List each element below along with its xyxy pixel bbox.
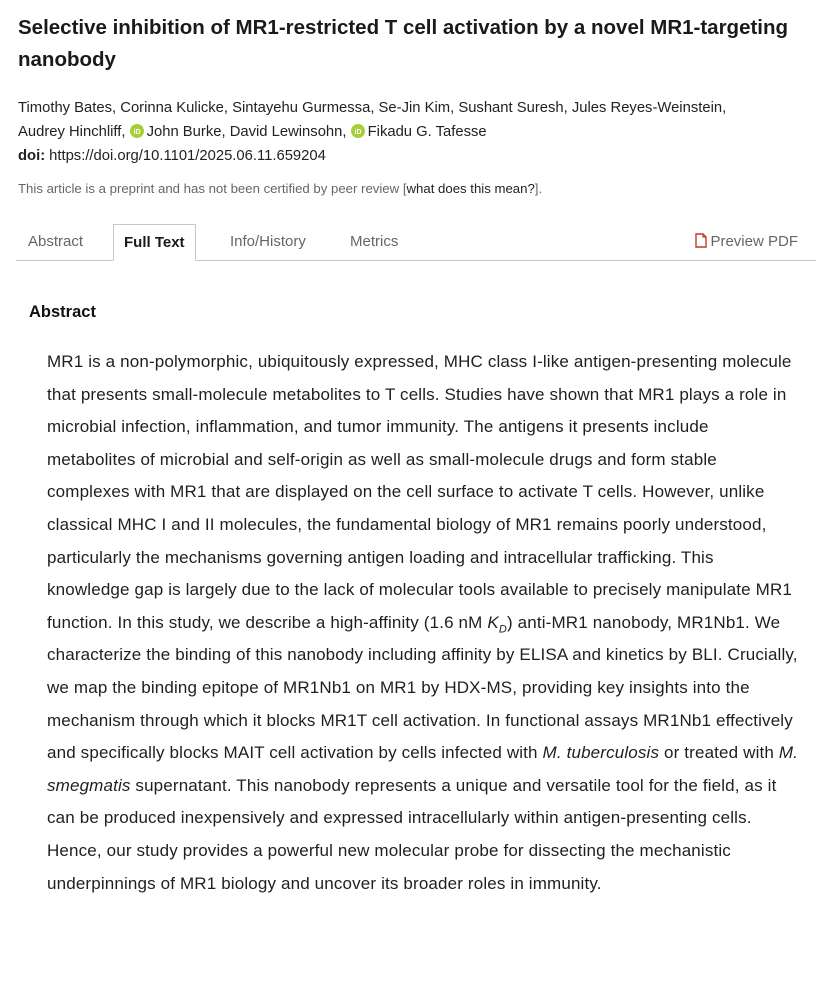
author-list: Timothy Bates, Corinna Kulicke, Sintayehu Gurmessa, Se-Jin Kim, Sushant Suresh, Jules Reyes-Weinstein, Audrey Hinchliff, iD John Burke, David Lewinsohn, iD Fikadu G. Tafesse [18,100,727,140]
author[interactable]: Se-Jin Kim [378,100,451,116]
preprint-close: ]. [534,181,543,196]
abstract-text-1: MR1 is a non-polymorphic, ubiquitously expressed, MHC class I-like antigen-presenting molecule that presents small-molecule metabolites to T cells. Studies have shown that MR1 plays a role in microbial infection, inflammation, and tumor immunity. The antigens it presents include metabolites of microbial and self-origin as well as small-molecule drugs and form stable complexes with MR1 that are displayed on the cell surface to activate T cells. However, unlike classical MHC I and II molecules, the fundamental biology of MR1 remains poorly understood, particularly the mechanisms governing antigen loading and intracellular trafficking. This knowledge gap is largely due to the lack of molecular tools available to precisely manipulate MR1 function. In this study, we describe a high-affinity (1.6 nM [47,352,793,632]
article-title: Selective inhibition of MR1-restricted T cell activation by a novel MR1-targeting nanobody [18,16,789,71]
tab-abstract[interactable]: Abstract [28,233,84,250]
svg-text:iD: iD [133,128,141,136]
doi-label: doi: [18,148,46,164]
tab-full-text[interactable]: Full Text [113,224,196,261]
doi-link[interactable]: https://doi.org/10.1101/2025.06.11.659204 [49,148,326,164]
author[interactable]: Sintayehu Gurmessa [232,100,371,116]
author[interactable]: David Lewinsohn [229,123,343,140]
tab-info-history[interactable]: Info/History [230,233,306,250]
author[interactable]: iD Fikadu G. Tafesse [351,124,487,140]
tab-metrics[interactable]: Metrics [350,233,399,250]
abstract-heading: Abstract [29,303,96,321]
author[interactable]: Timothy Bates [18,100,113,116]
author[interactable]: iD John Burke [130,124,222,140]
author[interactable]: Sushant Suresh [458,100,564,116]
abstract-body [47,346,799,900]
author[interactable]: Jules Reyes-Weinstein [571,100,723,116]
author[interactable]: Audrey Hinchliff [18,123,122,140]
preview-pdf-link[interactable] [695,224,798,260]
preprint-text: This article is a preprint and has not been certified by peer review [ [18,181,407,196]
doi-line [18,148,326,164]
orcid-icon[interactable] [130,124,144,138]
pdf-icon [695,233,707,248]
what-does-this-mean-link[interactable]: what does this mean? [406,181,535,196]
article-tabs [16,224,816,261]
preprint-notice [18,181,542,196]
svg-text:iD: iD [354,128,362,136]
abstract-text-2: ) anti-MR1 nanobody, MR1Nb1. We characterize the binding of this nanobody including affinity by ELISA and kinetics by BLI. Crucially, we map the binding epitope of MR1Nb1 on MR1 by HDX-MS, providing key insights into the mechanism through which it blocks MR1T cell activation. In functional assays MR1Nb1 effectively and specifically blocks MAIT cell activation by cells infected with [47,612,798,763]
kd-symbol: K [487,612,499,632]
abstract-text-3: or treated with [659,743,779,763]
organism-msmeg: M. smegmatis [47,743,799,795]
abstract-text-4: supernatant. This nanobody represents a unique and versatile tool for the field, as it can be produced inexpensively and expressed intracellularly within antigen-presenting cells. Hence, our study provides a powerful new molecular probe for dissecting the mechanistic underpinnings of MR1 biology and uncover its broader roles in immunity. [47,775,777,893]
organism-mtb: M. tuberculosis [542,743,660,763]
author[interactable]: Corinna Kulicke [120,100,224,116]
kd-subscript: D [498,623,507,636]
preview-pdf-label: Preview PDF [710,233,798,250]
orcid-icon[interactable] [351,124,365,138]
